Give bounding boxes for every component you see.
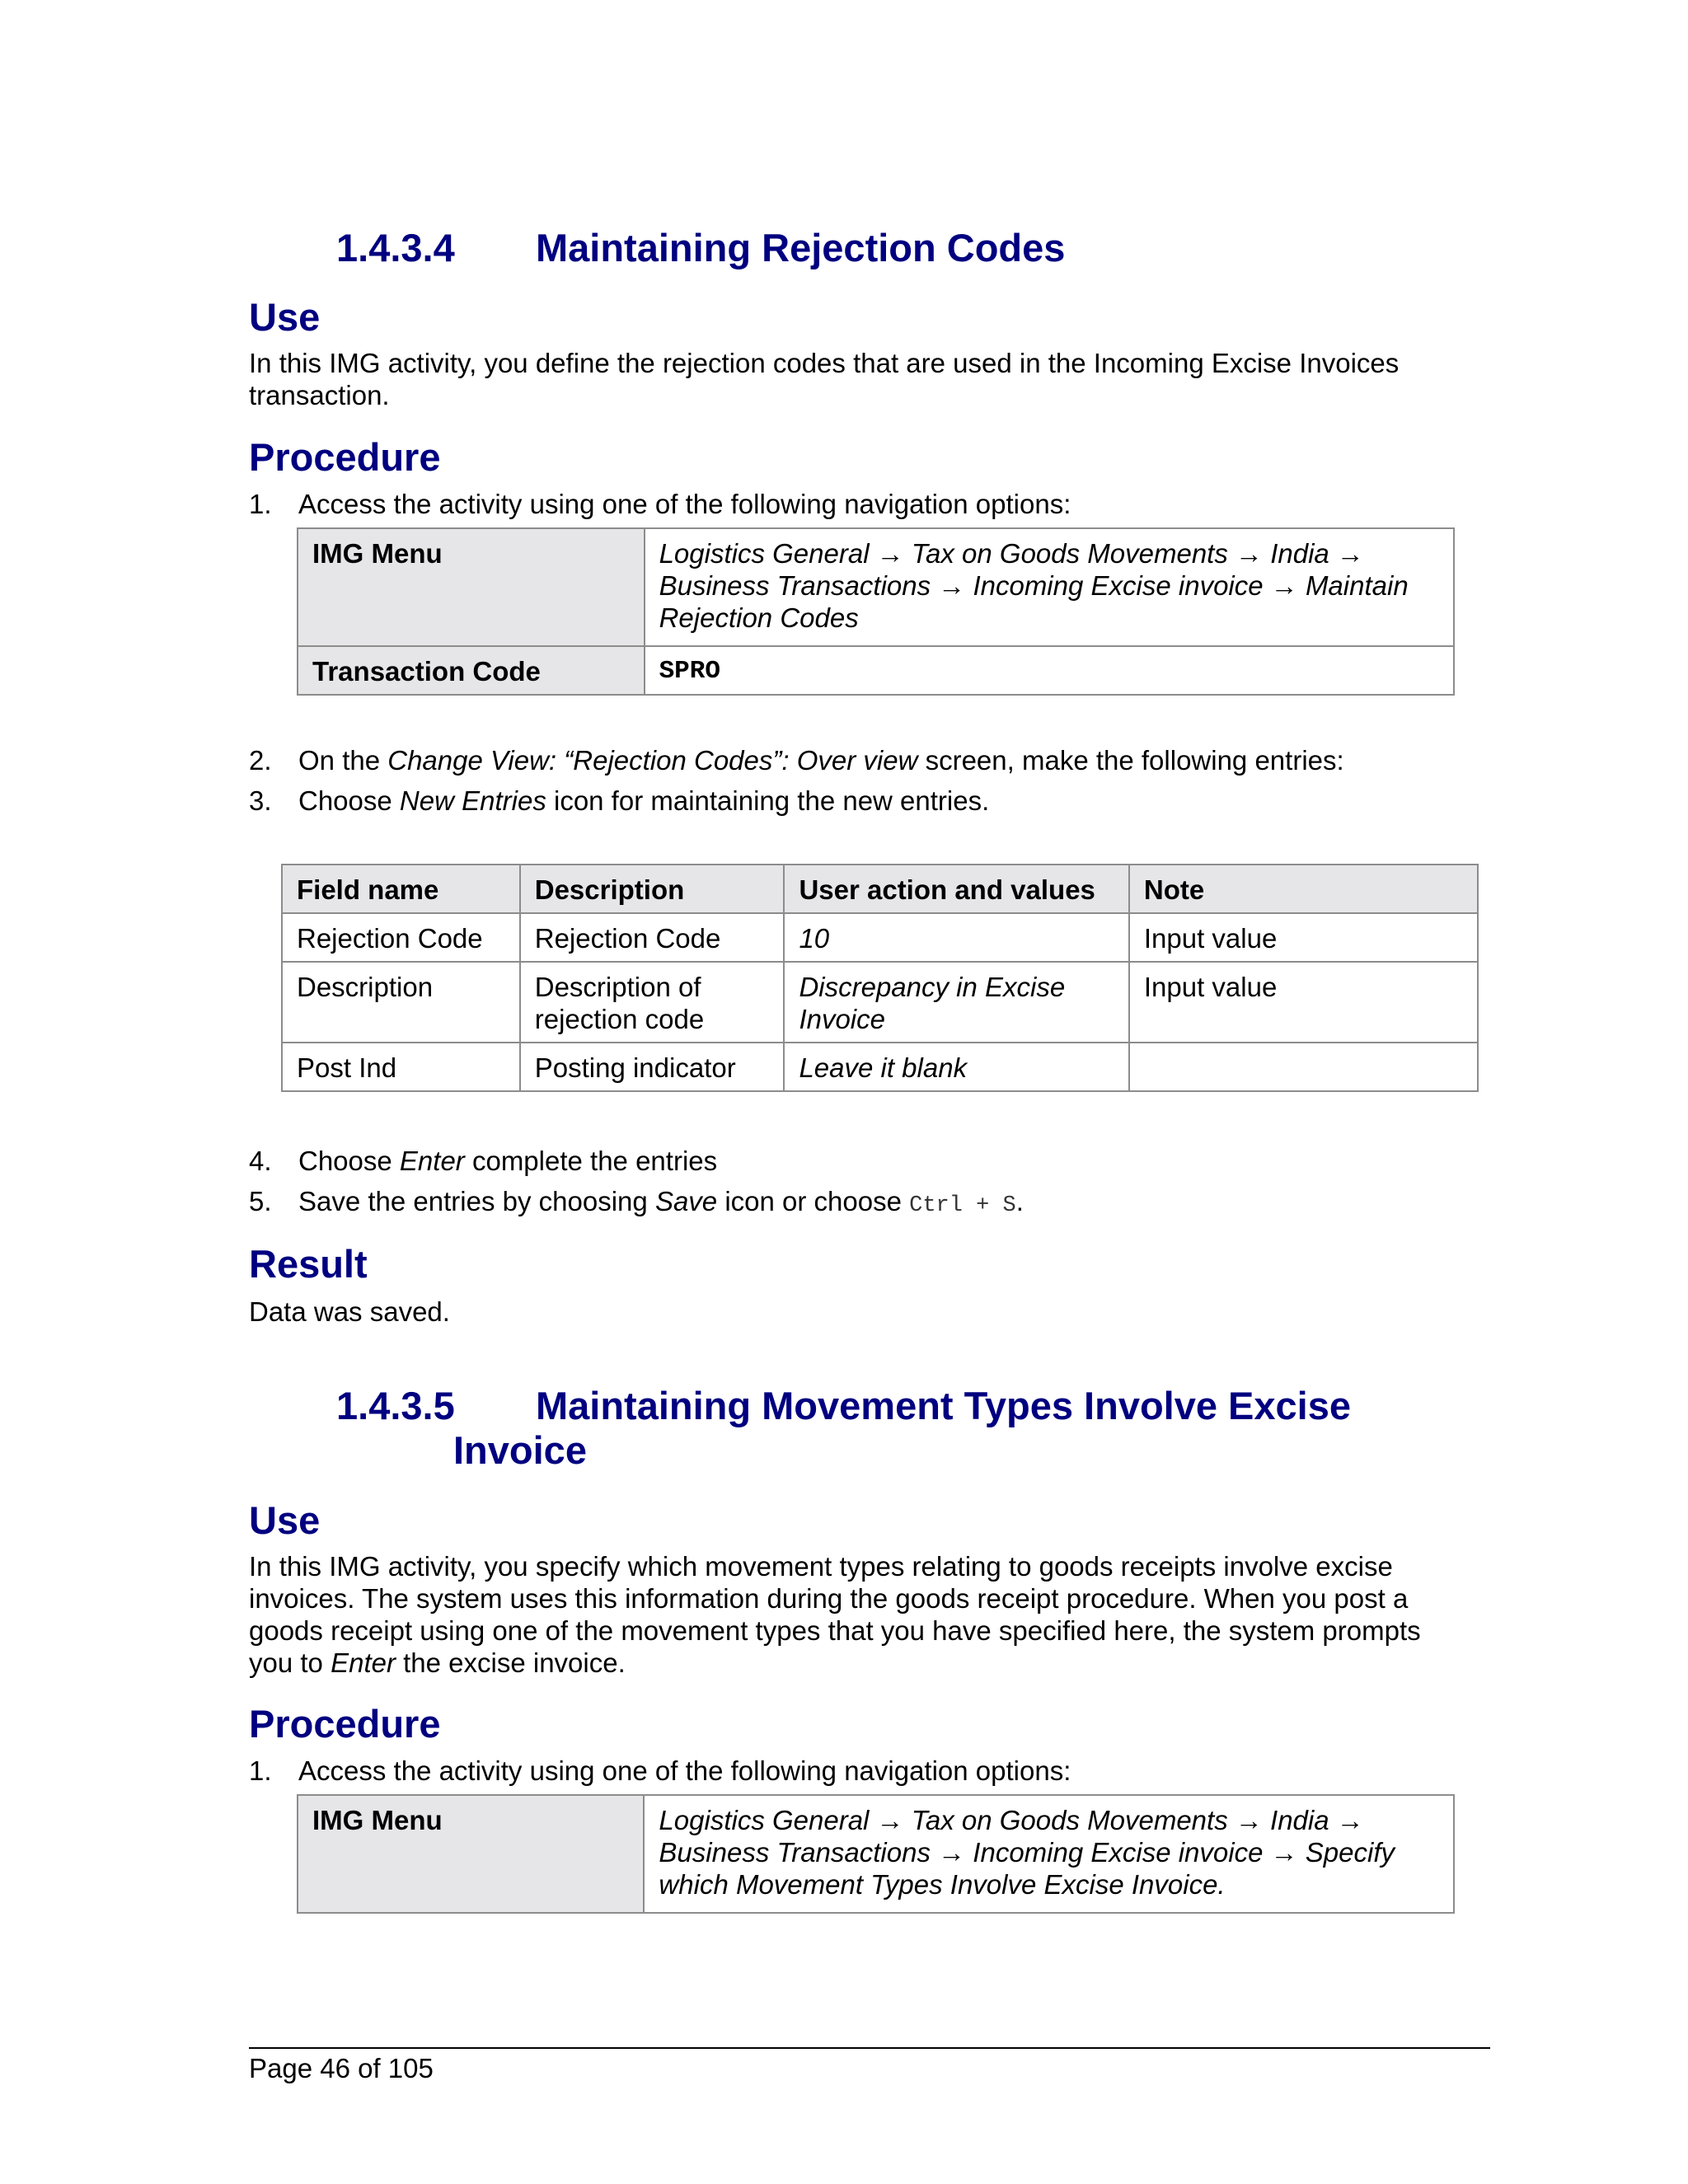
use-paragraph: In this IMG activity, you define the rejection codes that are used in the Incoming Excise Invoices transaction. [249,348,1400,410]
use-heading: Use [249,295,321,339]
table-row [298,528,1454,646]
column-header: Field name [282,865,520,913]
img-menu-path: Logistics General → Tax on Goods Movements → India → Business Transactions → Incoming Excise invoice → Maintain Rejection Codes [645,528,1454,646]
table-cell: Posting indicator [520,1043,785,1091]
page-number: Page 46 of 105 [249,2053,434,2083]
field-entries-table [281,864,1479,1092]
transaction-code: SPRO [645,646,1454,695]
table-header-row [282,865,1478,913]
table-cell: Input value [1129,913,1478,962]
column-header: Note [1129,865,1478,913]
column-header: User action and values [784,865,1128,913]
table-cell: Description of rejection code [520,962,785,1043]
section-heading [336,226,1065,270]
table-label-cell: IMG Menu [298,1795,644,1913]
navigation-table [297,1794,1455,1914]
table-label-cell: Transaction Code [298,646,645,695]
table-cell: Discrepancy in Excise Invoice [784,962,1128,1043]
table-cell: Description [282,962,520,1043]
use-heading: Use [249,1498,321,1542]
section-title-text: Maintaining Rejection Codes [536,226,1066,269]
footer-divider [249,2047,1490,2049]
table-row [282,913,1478,962]
procedure-heading: Procedure [249,435,441,479]
use-paragraph: In this IMG activity, you specify which movement types relating to goods receipts involve excise invoices. The system uses this information during the goods receipt procedure. When you post a goods receipt using one of the movement types that you have specified here, the system prompts you to Enter the excise invoice. [249,1551,1421,1678]
keyboard-shortcut: Ctrl + S [909,1193,1016,1218]
table-label-cell: IMG Menu [298,528,645,646]
result-paragraph: Data was saved. [249,1296,450,1327]
procedure-step: 1. Access the activity using one of the following navigation options: [249,489,1071,519]
column-header: Description [520,865,785,913]
table-row [298,1795,1454,1913]
procedure-step: 5. Save the entries by choosing Save icon or choose Ctrl + S. [249,1186,1024,1218]
table-cell: Rejection Code [282,913,520,962]
section-title-text: Maintaining Movement Types Involve Excise [536,1384,1352,1427]
table-cell: Post Ind [282,1043,520,1091]
result-heading: Result [249,1242,368,1286]
procedure-step: 2. On the Change View: “Rejection Codes”: Over view screen, make the following entries: [249,745,1344,776]
table-row [282,1043,1478,1091]
table-row [282,962,1478,1043]
navigation-table [297,527,1455,696]
section-number: 1.4.3.5 [336,1384,455,1427]
section-title-continuation: Invoice [453,1428,587,1472]
table-cell: Rejection Code [520,913,785,962]
section-heading [336,1384,1351,1428]
procedure-step: 1. Access the activity using one of the following navigation options: [249,1755,1071,1786]
procedure-step: 3. Choose New Entries icon for maintaining the new entries. [249,785,990,816]
table-cell: 10 [784,913,1128,962]
table-cell [1129,1043,1478,1091]
procedure-heading: Procedure [249,1702,441,1746]
table-cell: Leave it blank [784,1043,1128,1091]
table-row [298,646,1454,695]
table-cell: Input value [1129,962,1478,1043]
section-number: 1.4.3.4 [336,226,455,269]
procedure-step: 4. Choose Enter complete the entries [249,1146,718,1176]
img-menu-path: Logistics General → Tax on Goods Movements → India → Business Transactions → Incoming Excise invoice → Specify which Movement Types Involve Excise Invoice. [644,1795,1454,1913]
